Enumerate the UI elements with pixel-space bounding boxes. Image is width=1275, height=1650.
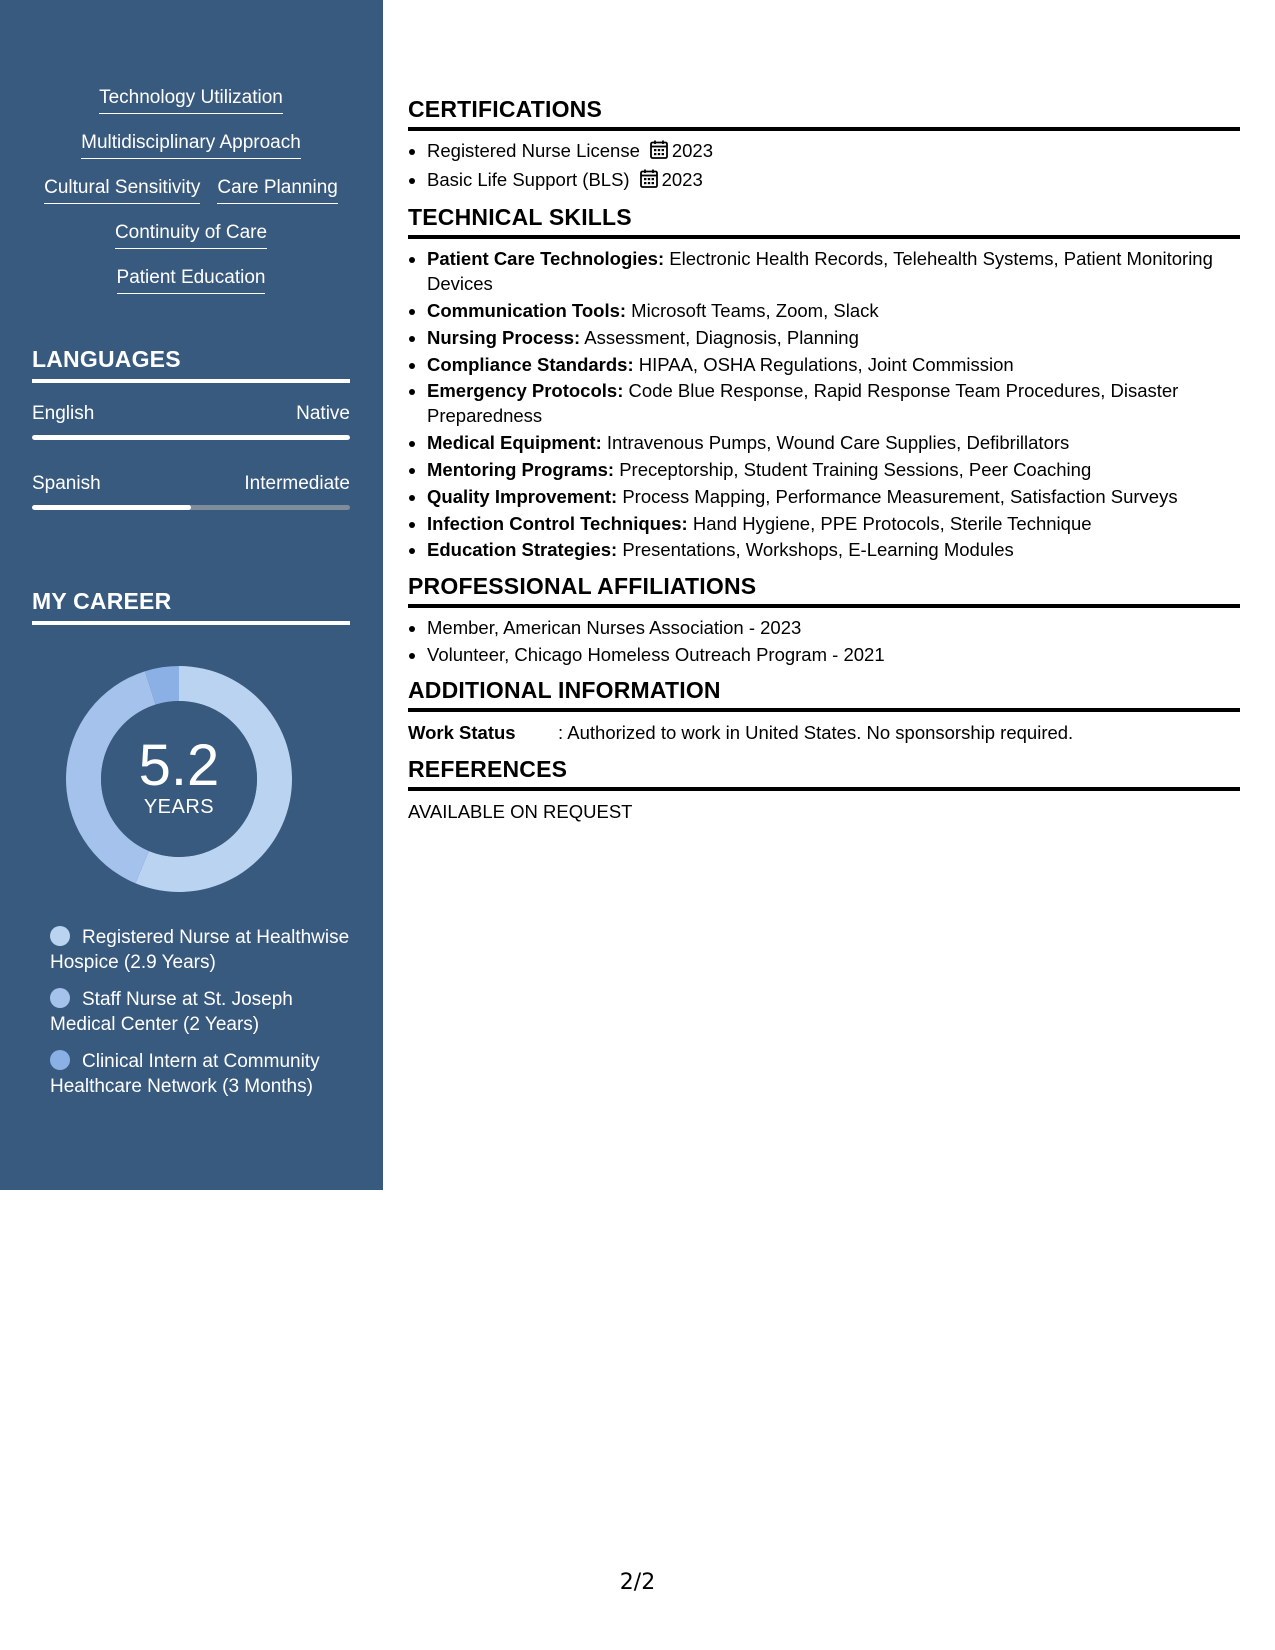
technical-skill-item [408, 512, 1240, 537]
career-item-label: Clinical Intern at Community Healthcare Network (3 Months) [50, 1051, 320, 1097]
skill-tag-row [32, 221, 350, 266]
technical-skill-item [408, 485, 1240, 510]
skill-tags [32, 86, 350, 311]
additional-info-section [408, 677, 1240, 746]
language-level: Intermediate [244, 473, 350, 494]
certification-name: Basic Life Support (BLS) [427, 168, 630, 190]
technical-skill-item [408, 458, 1240, 483]
language-bar-fill [32, 505, 191, 510]
skill-category: Emergency Protocols: [427, 380, 624, 402]
section-title: TECHNICAL SKILLS [408, 204, 1240, 239]
skill-values: Process Mapping, Performance Measurement, Satisfaction Surveys [617, 485, 1178, 507]
affiliation-item: Member, American Nurses Association - 2023 [408, 616, 1240, 641]
skill-category: Nursing Process: [427, 326, 581, 348]
skill-tag[interactable]: Care Planning [217, 176, 337, 204]
technical-skill-item [408, 326, 1240, 351]
certifications-section [408, 96, 1240, 194]
skill-values: Assessment, Diagnosis, Planning [580, 326, 859, 348]
technical-skills-section [408, 204, 1240, 563]
certifications-list [408, 139, 1240, 194]
technical-skill-item [408, 247, 1240, 296]
skill-category: Compliance Standards: [427, 353, 634, 375]
sidebar [0, 0, 383, 1190]
career-item-label: Registered Nurse at Healthwise Hospice (2.9 Years) [50, 927, 350, 973]
career-total-unit: YEARS [143, 795, 215, 818]
calendar-icon [640, 169, 658, 195]
skill-category: Infection Control Techniques: [427, 512, 688, 534]
career-dot-icon [50, 926, 70, 946]
languages-heading: LANGUAGES [32, 346, 350, 383]
skill-category: Mentoring Programs: [427, 458, 615, 480]
career-item-label: Staff Nurse at St. Joseph Medical Center (2 Years) [50, 989, 293, 1035]
career-total-value: 5.2 [138, 732, 220, 798]
language-bar-fill [32, 435, 350, 440]
certification-year: 2023 [661, 168, 703, 190]
career-heading: MY CAREER [32, 588, 350, 625]
section-title: REFERENCES [408, 756, 1240, 791]
technical-skill-item [408, 431, 1240, 456]
skill-values: Hand Hygiene, PPE Protocols, Sterile Technique [687, 512, 1092, 534]
career-dot-icon [50, 1050, 70, 1070]
language-name: Spanish [32, 473, 101, 494]
language-bar-english [32, 435, 350, 440]
certification-name: Registered Nurse License [427, 140, 640, 161]
skill-values: Code Blue Response, Rapid Response Team Procedures, Disaster Preparedness [427, 380, 1179, 426]
skill-tag[interactable]: Patient Education [117, 266, 266, 294]
career-total [66, 666, 292, 892]
technical-skill-item [408, 299, 1240, 324]
skill-category: Communication Tools: [427, 299, 627, 321]
career-dot-icon [50, 988, 70, 1008]
references-section [408, 756, 1240, 825]
technical-skill-item [408, 379, 1240, 428]
references-text: AVAILABLE ON REQUEST [408, 801, 633, 823]
skill-tag[interactable]: Multidisciplinary Approach [81, 131, 301, 159]
certification-item [408, 139, 1240, 166]
skill-tag-row [32, 176, 350, 221]
skill-tag[interactable]: Technology Utilization [99, 86, 283, 114]
language-bar-spanish [32, 505, 350, 510]
section-title: ADDITIONAL INFORMATION [408, 677, 1240, 712]
technical-skills-list [408, 247, 1240, 563]
skill-values: HIPAA, OSHA Regulations, Joint Commission [633, 353, 1014, 375]
section-title: PROFESSIONAL AFFILIATIONS [408, 573, 1240, 608]
certification-year: 2023 [671, 140, 714, 161]
skill-tag[interactable]: Cultural Sensitivity [44, 176, 200, 204]
career-item [50, 1049, 350, 1099]
calendar-icon [650, 140, 668, 166]
skill-category: Patient Care Technologies: [427, 248, 665, 270]
skill-tag-row [32, 86, 350, 131]
career-list [50, 925, 350, 1111]
skill-values: Intravenous Pumps, Wound Care Supplies, Defibrillators [601, 431, 1070, 453]
work-status-value: : Authorized to work in United States. No sponsorship required. [558, 722, 1074, 744]
certification-item [408, 168, 1240, 195]
work-status-row [408, 720, 1240, 746]
language-level: Native [296, 403, 350, 424]
skill-tag-row [32, 266, 350, 311]
affiliation-item: Volunteer, Chicago Homeless Outreach Program - 2021 [408, 643, 1240, 668]
career-item [50, 925, 350, 975]
page-number: 2/2 [619, 1570, 656, 1595]
skill-values: Electronic Health Records, Telehealth Systems, Patient Monitoring Devices [427, 248, 1213, 294]
language-row-spanish [32, 473, 350, 495]
affiliations-section [408, 573, 1240, 667]
skill-tag[interactable]: Continuity of Care [115, 221, 267, 249]
career-item [50, 987, 350, 1037]
skill-category: Medical Equipment: [427, 431, 602, 453]
language-row-english [32, 403, 350, 425]
main-content [408, 96, 1240, 835]
skill-values: Presentations, Workshops, E-Learning Modules [617, 539, 1014, 561]
skill-values: Preceptorship, Student Training Sessions, Peer Coaching [614, 458, 1092, 480]
skill-values: Microsoft Teams, Zoom, Slack [626, 299, 879, 321]
technical-skill-item [408, 353, 1240, 378]
affiliations-list [408, 616, 1240, 667]
skill-category: Education Strategies: [427, 539, 618, 561]
skill-category: Quality Improvement: [427, 485, 618, 507]
section-title: CERTIFICATIONS [408, 96, 1240, 131]
language-name: English [32, 403, 95, 424]
work-status-label: Work Status [408, 722, 516, 744]
skill-tag-row [32, 131, 350, 176]
technical-skill-item [408, 538, 1240, 563]
